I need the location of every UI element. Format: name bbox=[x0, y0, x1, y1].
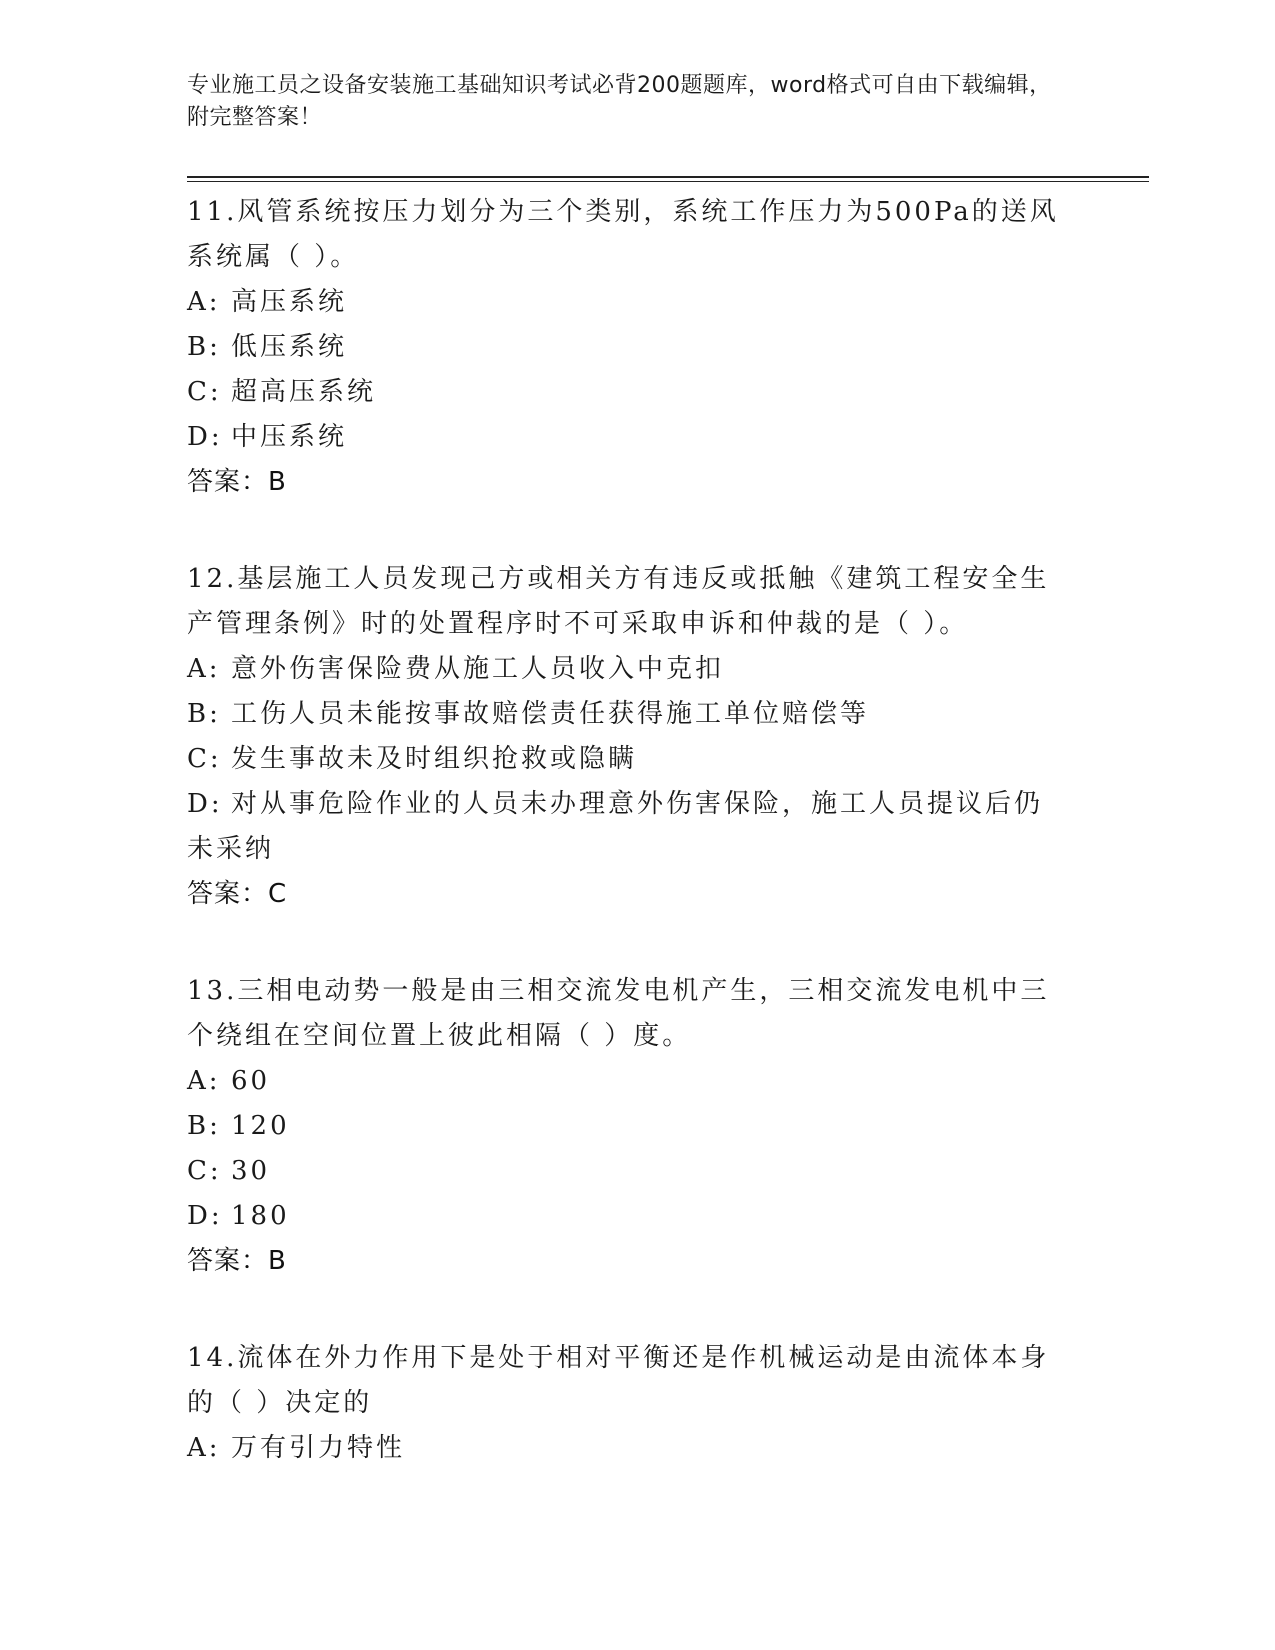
option-letter: D: bbox=[187, 422, 223, 452]
option-letter: C: bbox=[187, 744, 222, 774]
option-text: 120 bbox=[231, 1111, 290, 1141]
option-text: 180 bbox=[231, 1201, 290, 1231]
option-a bbox=[187, 1059, 1067, 1104]
question-12 bbox=[187, 557, 1067, 917]
option-a bbox=[187, 647, 1067, 692]
answer-line: 答案：B bbox=[187, 467, 287, 497]
question-stem: 13.三相电动势一般是由三相交流发电机产生，三相交流发电机中三个绕组在空间位置上彼此相隔（ ）度。 bbox=[187, 976, 1050, 1051]
question-13 bbox=[187, 969, 1067, 1284]
header-divider-thick bbox=[187, 176, 1149, 178]
option-text: 高压系统 bbox=[231, 287, 348, 317]
document-header: 专业施工员之设备安装施工基础知识考试必背200题题库，word格式可自由下载编辑，附完整答案！ bbox=[187, 73, 1052, 130]
option-letter: A: bbox=[187, 654, 221, 684]
header-divider-thin bbox=[187, 181, 1149, 182]
option-c bbox=[187, 370, 1067, 415]
option-letter: B: bbox=[187, 699, 221, 729]
option-letter: C: bbox=[187, 1156, 222, 1186]
option-letter: D: bbox=[187, 1201, 223, 1231]
answer-line: 答案：C bbox=[187, 879, 288, 909]
option-letter: B: bbox=[187, 332, 221, 362]
option-c bbox=[187, 1149, 1067, 1194]
option-text: 低压系统 bbox=[231, 332, 348, 362]
option-a bbox=[187, 280, 1067, 325]
answer-line: 答案：B bbox=[187, 1246, 287, 1276]
option-letter: A: bbox=[187, 1066, 221, 1096]
question-14 bbox=[187, 1336, 1067, 1471]
option-b bbox=[187, 692, 1067, 737]
option-letter: C: bbox=[187, 377, 222, 407]
option-letter: A: bbox=[187, 1433, 221, 1463]
option-d bbox=[187, 415, 1067, 460]
option-b bbox=[187, 1104, 1067, 1149]
question-stem: 14.流体在外力作用下是处于相对平衡还是作机械运动是由流体本身的（ ）决定的 bbox=[187, 1343, 1050, 1418]
option-letter: B: bbox=[187, 1111, 221, 1141]
option-d bbox=[187, 782, 1067, 872]
option-text: 万有引力特性 bbox=[231, 1433, 406, 1463]
question-stem: 11.风管系统按压力划分为三个类别，系统工作压力为500Pa的送风系统属（ ）。 bbox=[187, 197, 1059, 272]
question-list bbox=[187, 190, 1067, 1523]
option-text: 中压系统 bbox=[231, 422, 348, 452]
option-text: 60 bbox=[231, 1066, 271, 1096]
option-letter: A: bbox=[187, 287, 221, 317]
option-d bbox=[187, 1194, 1067, 1239]
option-a bbox=[187, 1426, 1067, 1471]
option-text: 超高压系统 bbox=[231, 377, 377, 407]
option-text: 发生事故未及时组织抢救或隐瞒 bbox=[231, 744, 638, 774]
option-b bbox=[187, 325, 1067, 370]
option-text: 对从事危险作业的人员未办理意外伤害保险，施工人员提议后仍未采纳 bbox=[187, 789, 1044, 864]
option-c bbox=[187, 737, 1067, 782]
option-text: 意外伤害保险费从施工人员收入中克扣 bbox=[231, 654, 725, 684]
question-stem: 12.基层施工人员发现己方或相关方有违反或抵触《建筑工程安全生产管理条例》时的处置程序时不可采取申诉和仲裁的是（ ）。 bbox=[187, 564, 1050, 639]
option-text: 30 bbox=[231, 1156, 271, 1186]
option-text: 工伤人员未能按事故赔偿责任获得施工单位赔偿等 bbox=[231, 699, 870, 729]
option-letter: D: bbox=[187, 789, 223, 819]
question-11 bbox=[187, 190, 1067, 505]
